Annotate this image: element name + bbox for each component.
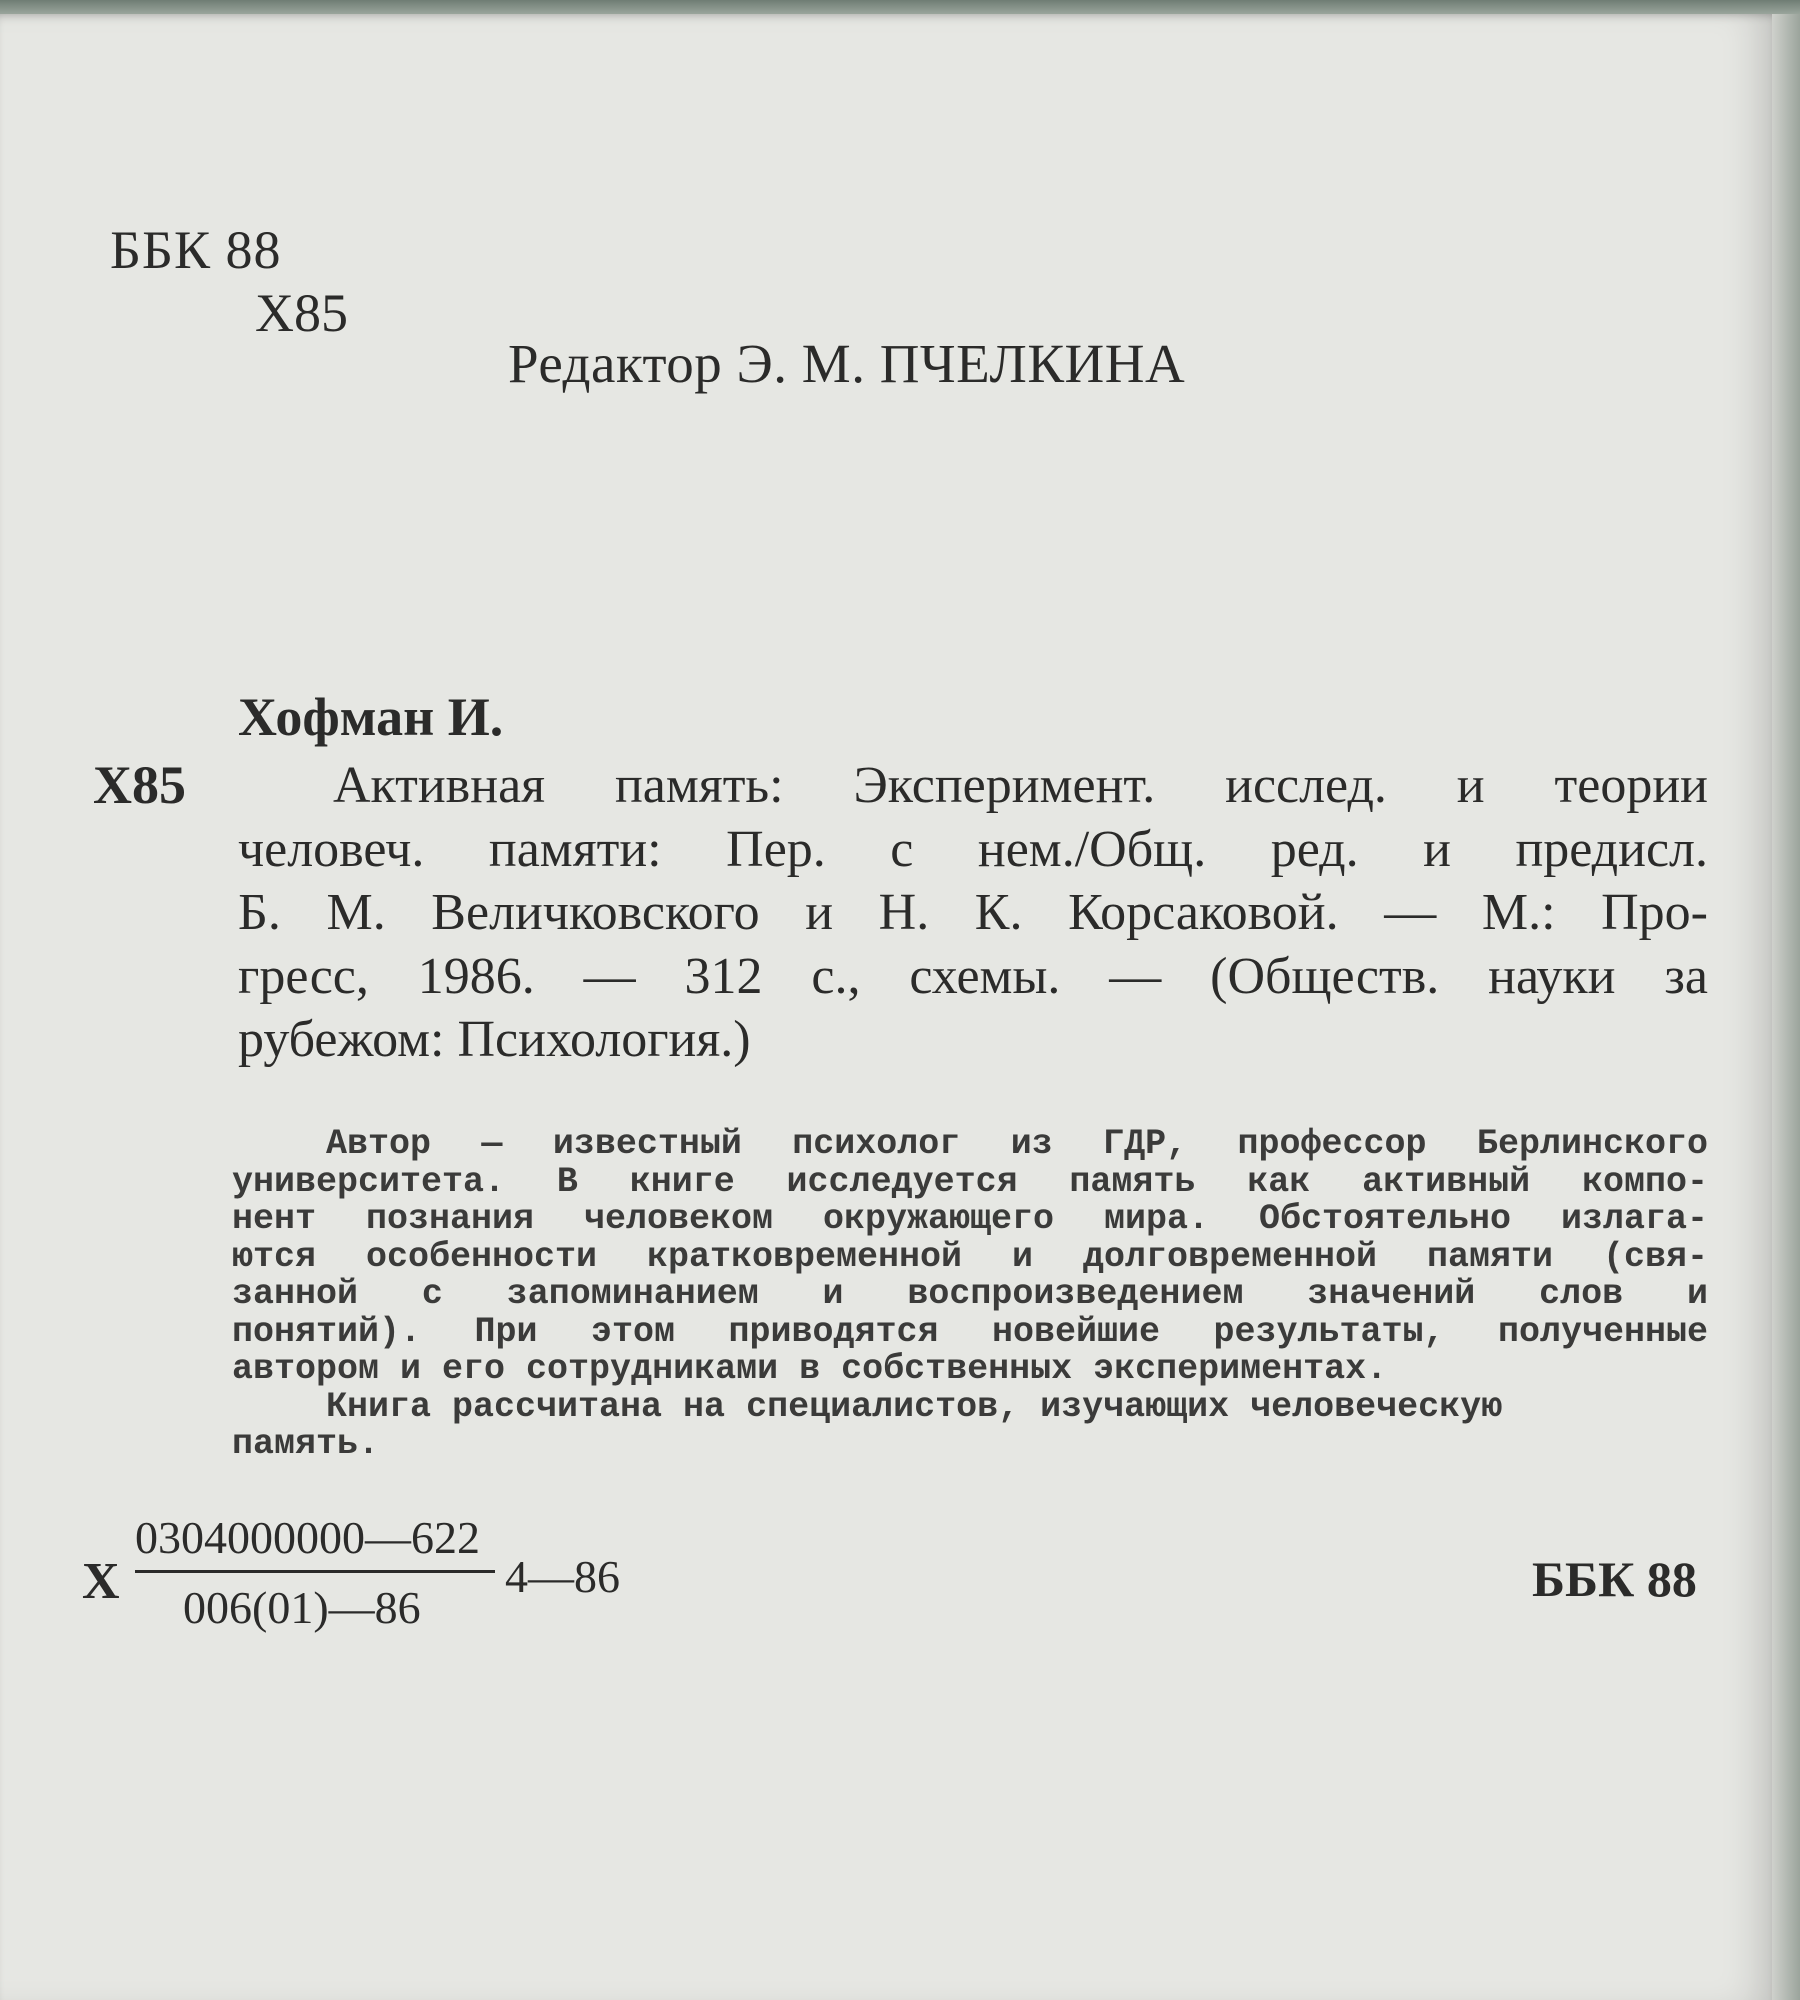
bib-line: человеч. памяти: Пер. с нем./Общ. ред. и предисл. [238, 820, 1708, 878]
page-gutter-shadow [1772, 14, 1800, 2000]
fraction-bar [135, 1570, 495, 1573]
publication-code-denominator: 006(01)—86 [183, 1582, 421, 1633]
entry-author: Хофман И. [238, 687, 504, 747]
cutter-code: Х85 [255, 283, 348, 343]
annotation-line: Автор — известный психолог из ГДР, профессор Берлинского [326, 1124, 1708, 1164]
bib-line: гресс, 1986. — 312 с., схемы. — (Обществ. науки за [238, 947, 1708, 1005]
annotation-line: понятий). При этом приводятся новейшие результаты, полученные [232, 1311, 1708, 1352]
bib-line: Активная память: Эксперимент. исслед. и теории [333, 757, 1708, 814]
annotation-line: университета. В книге исследуется память как активный компо- [232, 1161, 1708, 1202]
bbk-classification: ББК 88 [110, 220, 282, 280]
bibliographic-description [238, 754, 1708, 1072]
bbk-classification-bottom: ББК 88 [1532, 1551, 1697, 1607]
publication-code-letter: Х [82, 1553, 120, 1610]
entry-cutter-code: Х85 [93, 755, 186, 815]
annotation-line: нент познания человеком окружающего мира. Обстоятельно излага- [232, 1199, 1708, 1239]
editor-line: Редактор Э. М. ПЧЕЛКИНА [508, 333, 1186, 394]
bib-line: рубежом: Психология.) [238, 1011, 751, 1068]
annotation [232, 1126, 1708, 1464]
publication-code-numerator: 0304000000—622 [135, 1512, 480, 1563]
annotation-line: память. [232, 1424, 380, 1464]
bib-line: Б. М. Величковского и Н. К. Корсаковой. — М.: Про- [238, 884, 1708, 941]
publication-code-suffix: 4—86 [505, 1551, 620, 1602]
annotation-line: занной с запоминанием и воспроизведением значений слов и [232, 1274, 1708, 1314]
book-page [0, 14, 1772, 2000]
annotation-line: ются особенности кратковременной и долговременной памяти (свя- [232, 1236, 1708, 1277]
annotation-line: автором и его сотрудниками в собственных экспериментах. [232, 1349, 1388, 1389]
book-cover-edge [0, 0, 1800, 14]
annotation-line: Книга рассчитана на специалистов, изучающих человеческую [326, 1386, 1503, 1427]
